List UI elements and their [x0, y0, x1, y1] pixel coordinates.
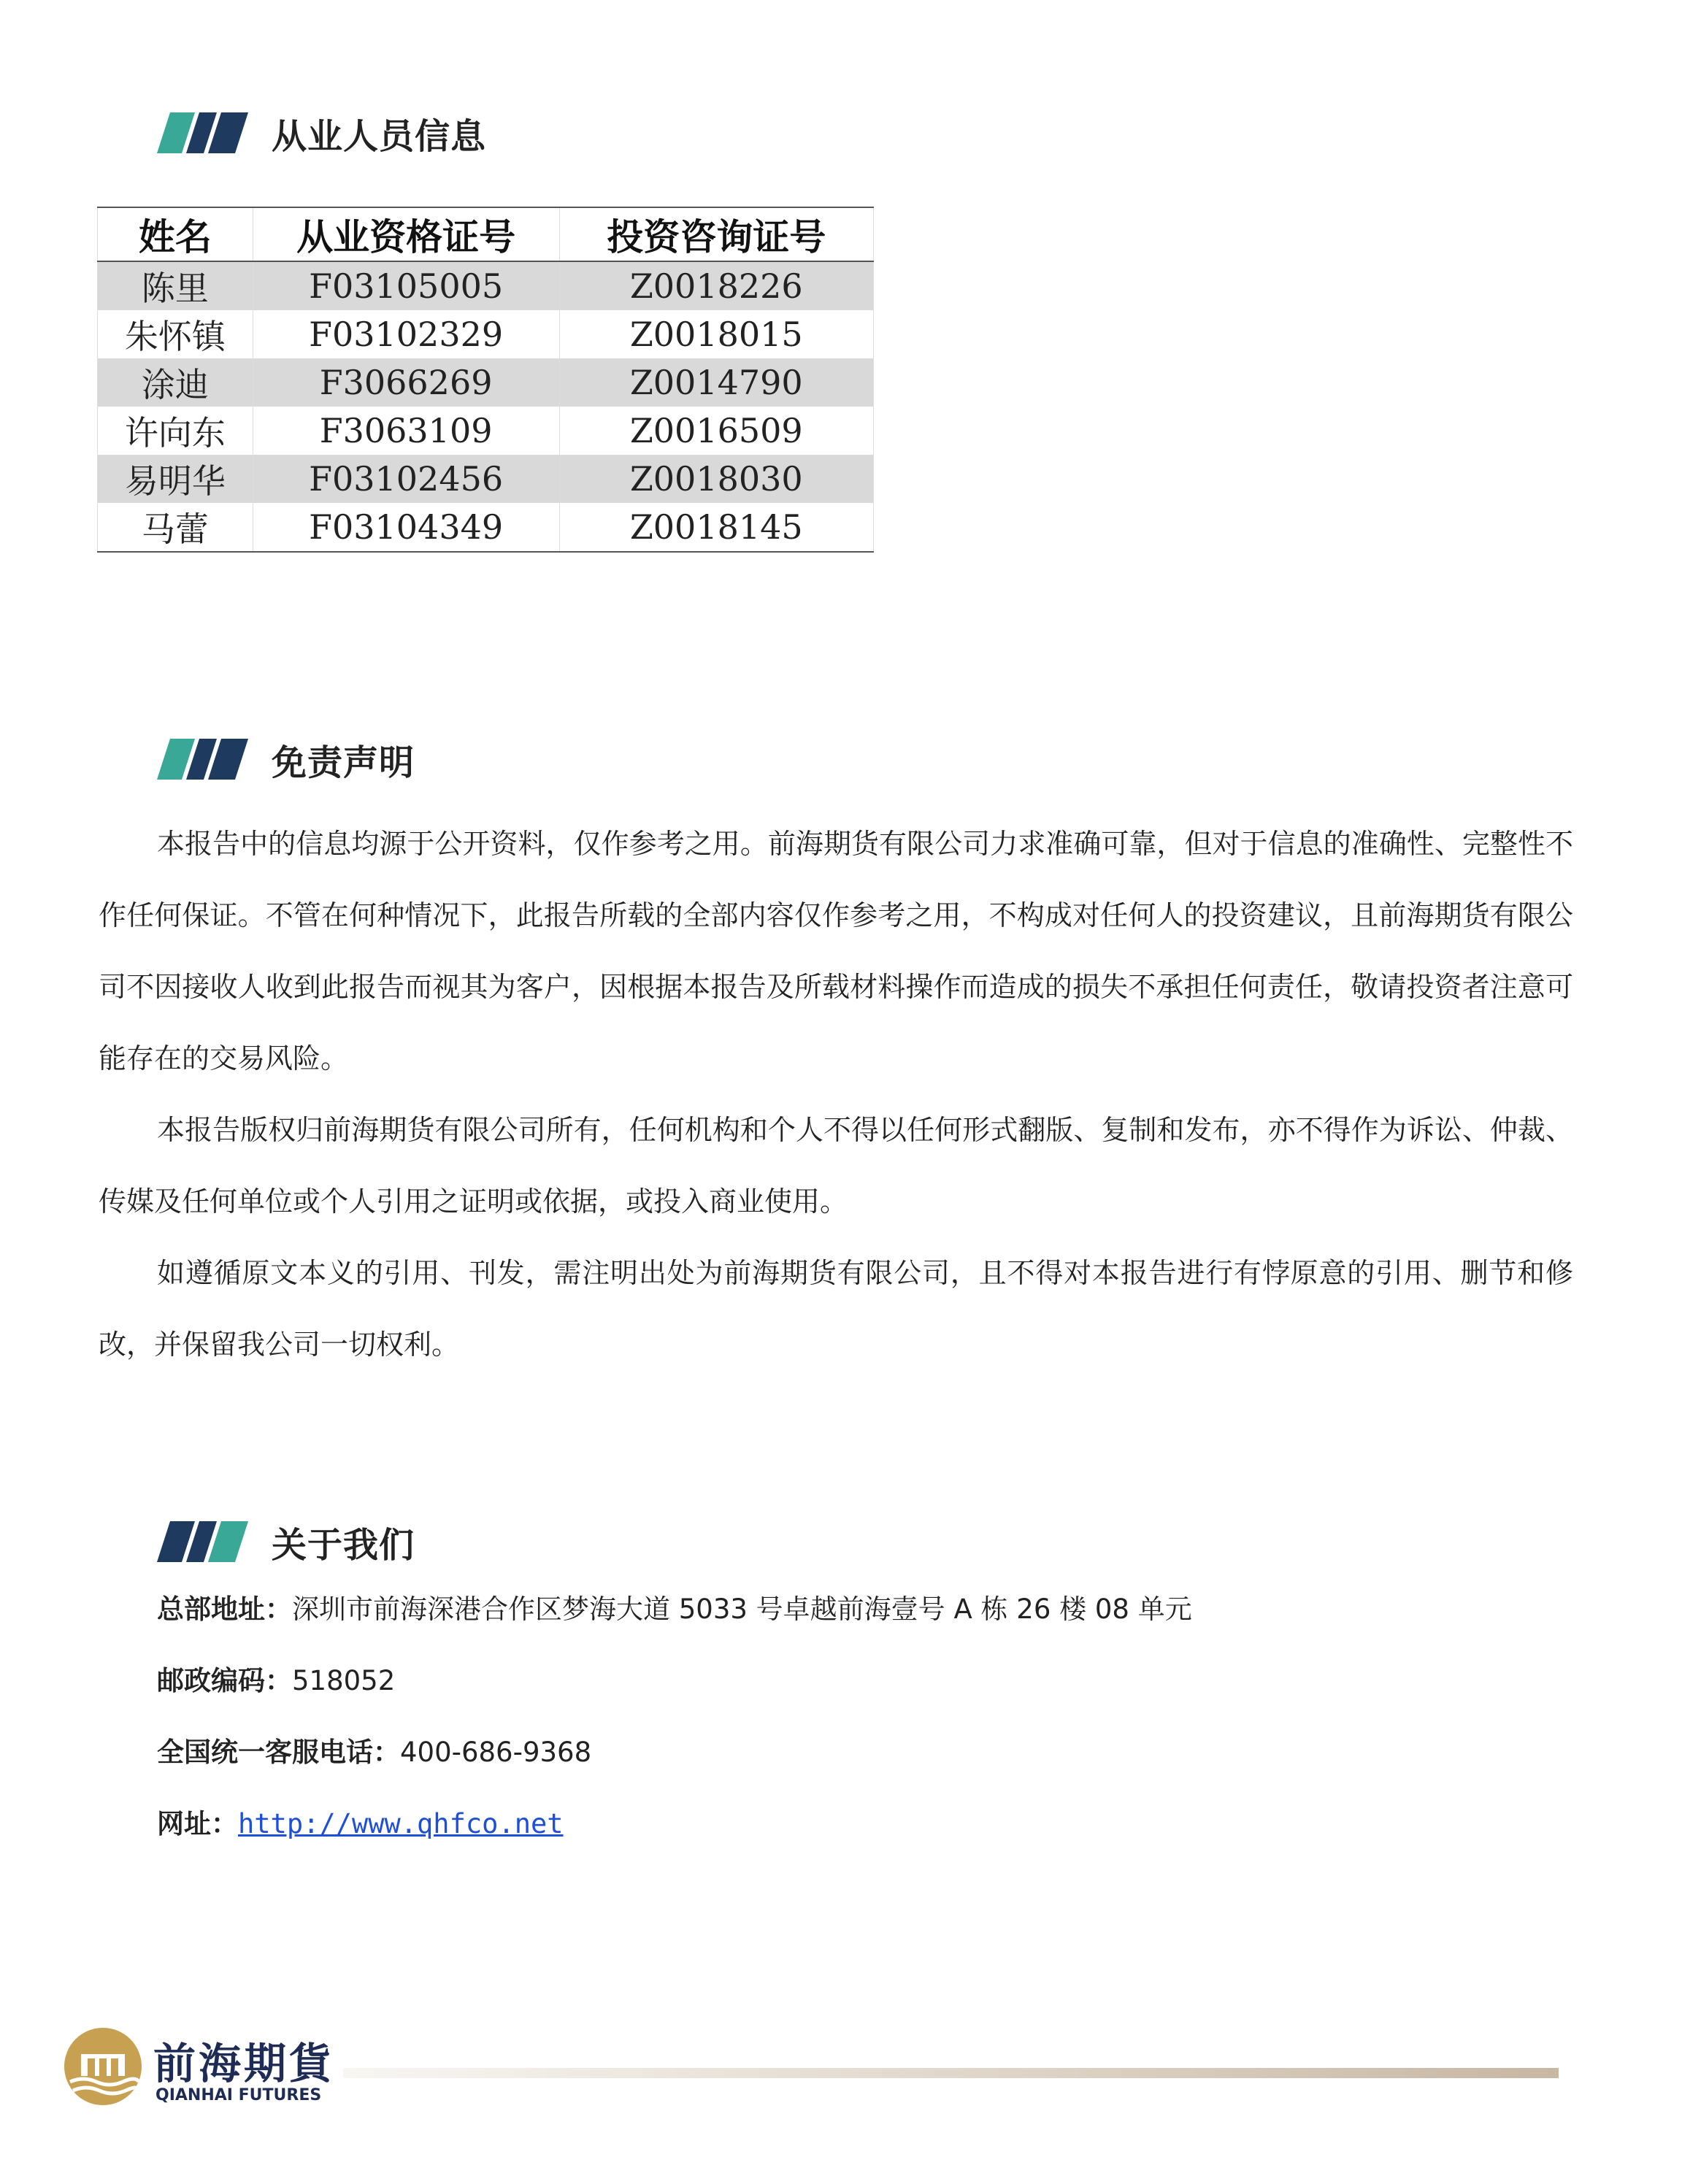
disclaimer-section-header — [157, 730, 415, 788]
address-row — [157, 1584, 1192, 1656]
staff-table — [97, 207, 874, 553]
address-value: 深圳市前海深港合作区梦海大道 5033 号卓越前海壹号 A 栋 26 楼 08 单元 — [292, 1593, 1192, 1625]
table-row — [98, 310, 874, 358]
staff-consulting: Z0018226 — [559, 261, 874, 310]
section-stripe-icon — [157, 112, 248, 153]
disclaimer-body — [99, 808, 1573, 1380]
header-name: 姓名 — [98, 207, 253, 261]
section-stripe-icon — [157, 1521, 248, 1562]
address-label: 总部地址： — [157, 1593, 292, 1625]
postcode-label: 邮政编码： — [157, 1665, 292, 1696]
staff-section-header — [157, 104, 486, 162]
footer-divider — [343, 2068, 1559, 2078]
staff-consulting: Z0018030 — [559, 455, 874, 503]
staff-name: 马蕾 — [98, 503, 253, 552]
about-section-header — [157, 1512, 415, 1571]
disclaimer-paragraph: 本报告版权归前海期货有限公司所有，任何机构和个人不得以任何形式翻版、复制和发布，亦不得作为诉讼、仲裁、传媒及任何单位或个人引用之证明或依据，或投入商业使用。 — [99, 1114, 1573, 1218]
header-license: 从业资格证号 — [253, 207, 559, 261]
staff-license: F3063109 — [253, 407, 559, 455]
table-row — [98, 455, 874, 503]
staff-license: F3066269 — [253, 358, 559, 407]
staff-name: 易明华 — [98, 455, 253, 503]
footer-company-english: QIANHAI FUTURES — [155, 2086, 322, 2104]
table-row — [98, 358, 874, 407]
disclaimer-paragraph: 本报告中的信息均源于公开资料，仅作参考之用。前海期货有限公司力求准确可靠，但对于信息的准确性、完整性不作任何保证。不管在何种情况下，此报告所载的全部内容仅作参考之用，不构成对任何人的投资建议，且前海期货有限公司不因接收人收到此报告而视其为客户，因根据本报告及所载材料操作而造成的损失不承担任何责任，敬请投资者注意可能存在的交易风险。 — [99, 828, 1573, 1074]
staff-license: F03102456 — [253, 455, 559, 503]
staff-consulting: Z0018015 — [559, 310, 874, 358]
table-row — [98, 503, 874, 552]
staff-name: 涂迪 — [98, 358, 253, 407]
disclaimer-paragraph: 如遵循原文本义的引用、刊发，需注明出处为前海期货有限公司，且不得对本报告进行有悖原意的引用、删节和修改，并保留我公司一切权利。 — [99, 1257, 1573, 1361]
website-row — [157, 1799, 1192, 1870]
phone-row — [157, 1727, 1192, 1799]
staff-consulting: Z0014790 — [559, 358, 874, 407]
staff-name: 陈里 — [98, 261, 253, 310]
about-info — [157, 1584, 1192, 1870]
table-row — [98, 261, 874, 310]
website-label: 网址： — [157, 1808, 238, 1839]
staff-section-title: 从业人员信息 — [272, 115, 487, 157]
table-row — [98, 407, 874, 455]
phone-label: 全国统一客服电话： — [157, 1737, 400, 1768]
staff-license: F03105005 — [253, 261, 559, 310]
disclaimer-section-title: 免责声明 — [272, 742, 415, 783]
footer-company-name: 前海期貨 — [153, 2039, 335, 2088]
staff-consulting: Z0018145 — [559, 503, 874, 552]
phone-value: 400-686-9368 — [400, 1737, 592, 1768]
postcode-row — [157, 1656, 1192, 1727]
staff-name: 许向东 — [98, 407, 253, 455]
section-stripe-icon — [157, 739, 248, 780]
about-section-title: 关于我们 — [272, 1524, 415, 1566]
website-link[interactable]: http://www.qhfco.net — [238, 1808, 564, 1839]
staff-consulting: Z0016509 — [559, 407, 874, 455]
table-header-row — [98, 207, 874, 261]
header-consulting: 投资咨询证号 — [559, 207, 874, 261]
company-logo-icon — [63, 2026, 143, 2107]
staff-license: F03104349 — [253, 503, 559, 552]
postcode-value: 518052 — [292, 1665, 396, 1696]
staff-name: 朱怀镇 — [98, 310, 253, 358]
staff-license: F03102329 — [253, 310, 559, 358]
